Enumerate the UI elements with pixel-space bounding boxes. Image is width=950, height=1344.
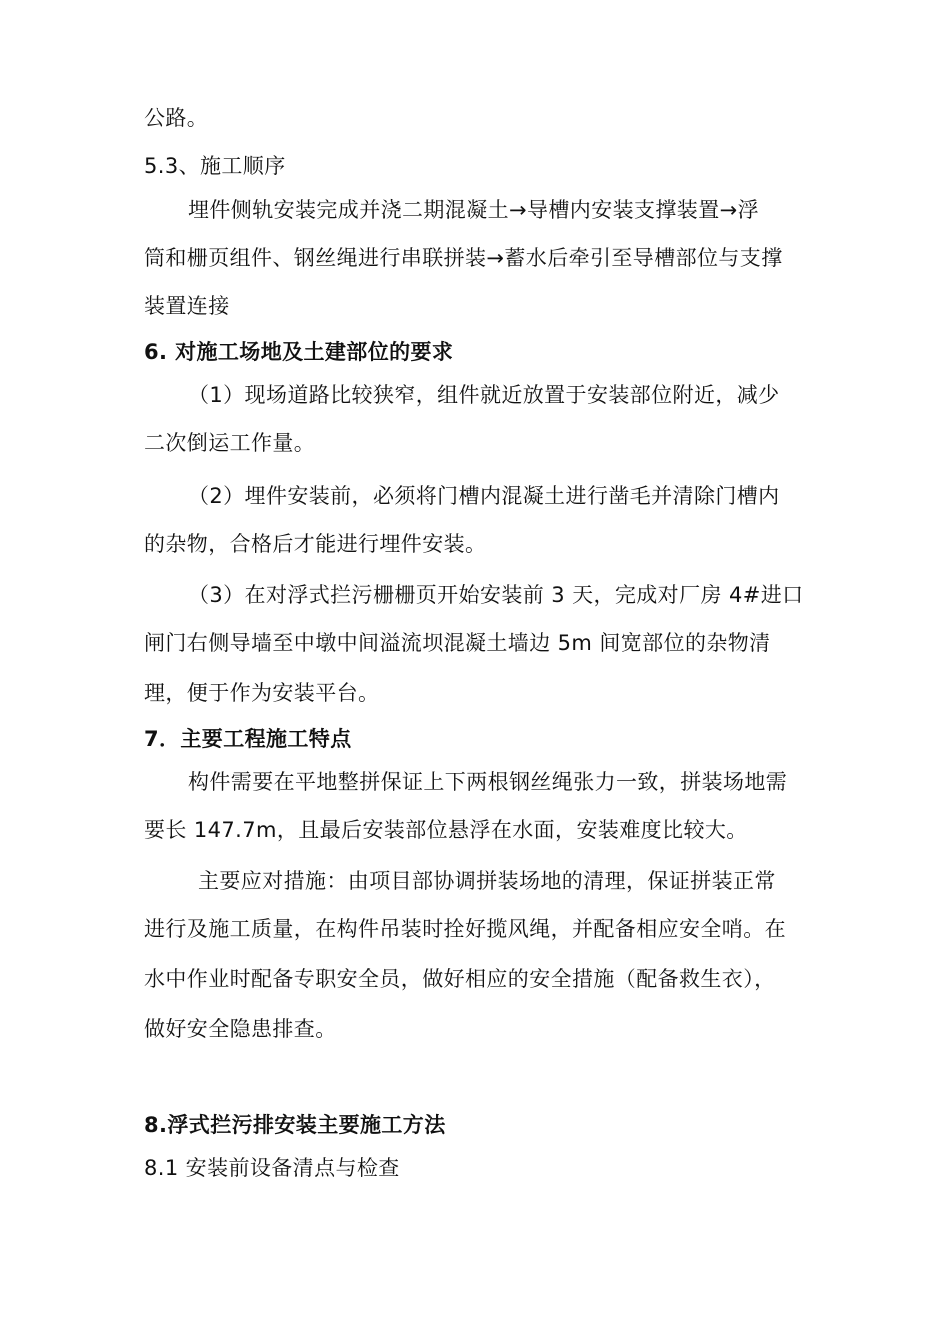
section-heading-8: 8.浮式拦污排安装主要施工方法 [144,1113,446,1137]
paragraph-line: 做好安全隐患排查。 [144,1017,337,1041]
subsection-heading-5-3: 5.3、施工顺序 [144,154,286,178]
paragraph-line: （1）现场道路比较狭窄，组件就近放置于安装部位附近，减少 [188,383,780,407]
paragraph-line: 闸门右侧导墙至中墩中间溢流坝混凝土墙边 5m 间宽部位的杂物清 [144,631,771,655]
paragraph-line: 主要应对措施：由项目部协调拼装场地的清理，保证拼装正常 [198,869,776,893]
paragraph-line: 要长 147.7m，且最后安装部位悬浮在水面，安装难度比较大。 [144,818,748,842]
paragraph-line: 二次倒运工作量。 [144,431,316,455]
paragraph-line: 水中作业时配备专职安全员，做好相应的安全措施（配备救生衣）， [144,967,776,991]
paragraph-line: 的杂物，合格后才能进行埋件安装。 [144,532,487,556]
paragraph-line: 装置连接 [144,294,230,318]
section-heading-6: 6. 对施工场地及土建部位的要求 [144,340,454,364]
paragraph-line: 筒和栅页组件、钢丝绳进行串联拼装→蓄水后牵引至导槽部位与支撑 [144,246,783,270]
section-heading-7: 7．主要工程施工特点 [144,727,352,751]
paragraph-line: 理，便于作为安装平台。 [144,681,380,705]
paragraph-line: （2）埋件安装前，必须将门槽内混凝土进行凿毛并清除门槽内 [188,484,780,508]
paragraph-line: 进行及施工质量，在构件吊装时拴好揽风绳，并配备相应安全哨。在 [144,917,786,941]
paragraph-line: 公路。 [144,106,209,130]
paragraph-line: （3）在对浮式拦污栅栅页开始安装前 3 天，完成对厂房 4#进口 [188,583,804,607]
paragraph-line: 构件需要在平地整拼保证上下两根钢丝绳张力一致，拼装场地需 [188,770,788,794]
subsection-heading-8-1: 8.1 安装前设备清点与检查 [144,1156,400,1180]
paragraph-line: 埋件侧轨安装完成并浇二期混凝土→导槽内安装支撑装置→浮 [188,198,759,222]
